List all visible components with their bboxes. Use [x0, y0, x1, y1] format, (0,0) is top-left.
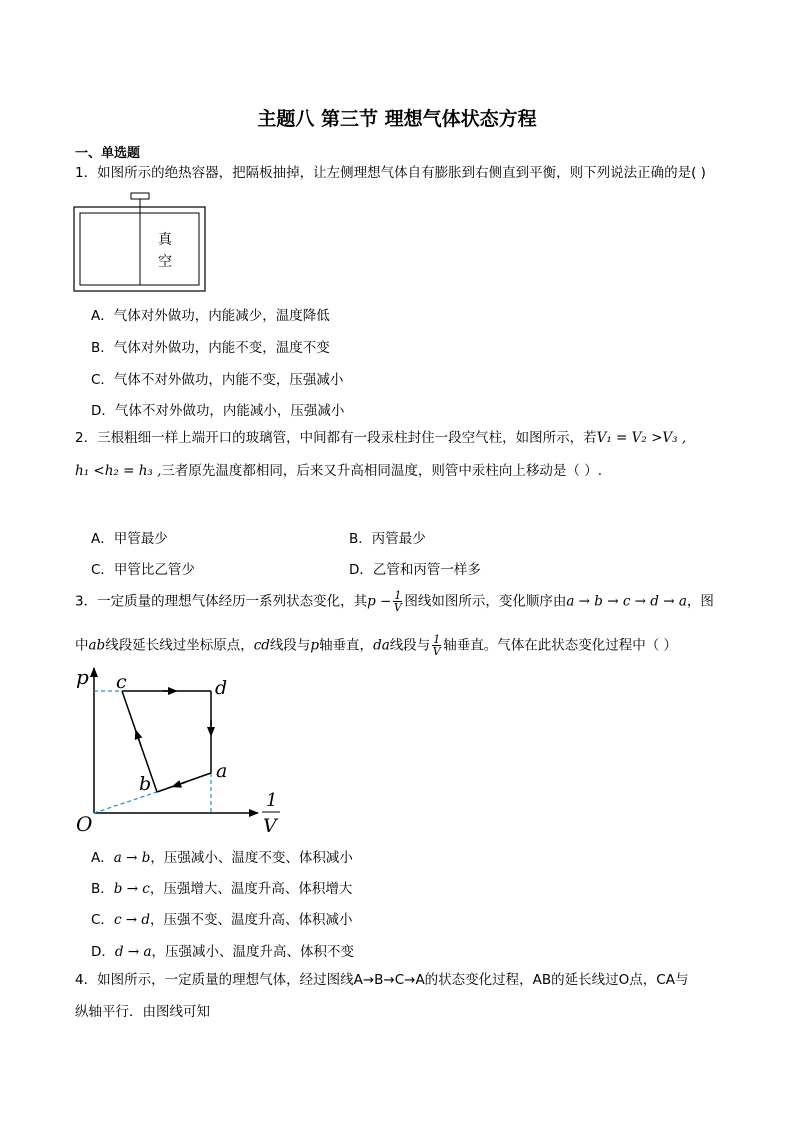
q3-option-a-text: ，压强减小、温度不变、体积减小 [150, 850, 353, 866]
dashed-ab-extension [94, 792, 157, 813]
q2-option-c[interactable]: C．甲管比乙管少 [91, 562, 195, 578]
question-1-text: 1．如图所示的绝热容器，把隔板抽掉，让左侧理想气体自有膨胀到右侧直到平衡，则下列说法正确的是( ) [75, 165, 706, 181]
q3-line2-c: 线段与 [269, 637, 311, 654]
q3-inverse-v-fraction [393, 590, 402, 613]
q1-option-d[interactable]: D．气体不对外做功，内能减小，压强减小 [91, 403, 345, 419]
q3-line2-a: 中 [75, 637, 89, 654]
partition-handle [131, 193, 149, 199]
question-3-line-1 [75, 590, 714, 613]
q3-frac-den: V [393, 601, 402, 614]
q1-option-a[interactable]: A．气体对外做功，内能减少，温度降低 [91, 308, 330, 324]
q2-option-a[interactable]: A．甲管最少 [91, 531, 168, 547]
arrow-ab [176, 782, 186, 786]
point-d-label: d [215, 677, 228, 699]
q3-option-d-text: ，压强减小、温度升高、体积不变 [151, 944, 354, 960]
q3-frac-num: 1 [394, 589, 402, 602]
arrow-bc [137, 734, 141, 746]
q2-option-b[interactable]: B．丙管最少 [349, 531, 426, 547]
q3-option-b-math: b → c [113, 881, 150, 897]
q3-option-d-math: d → a [114, 944, 152, 960]
q2-line1-text: 2．三根粗细一样上端开口的玻璃管，中间都有一段汞柱封住一段空气柱，如图所示，若 [75, 430, 597, 446]
q3-option-a[interactable] [91, 846, 353, 866]
question-2-line-2 [75, 461, 602, 481]
question-4-line-1: 4．如图所示，一定质量的理想气体，经过图线A→B→C→A的状态变化过程，AB的延长线过O点，CA与 [75, 972, 689, 988]
q3-option-b[interactable] [91, 877, 352, 897]
q3-da: da [373, 637, 390, 654]
q3-frac2-num: 1 [433, 633, 441, 646]
q3-option-c[interactable] [91, 908, 353, 928]
q3-line1-a: 3．一定质量的理想气体经历一系列状态变化，其 [75, 593, 368, 610]
q3-p-inverse-v-graph [68, 660, 298, 840]
q1-option-c[interactable]: C．气体不对外做功，内能不变，压强减小 [91, 372, 344, 388]
vacuum-label-1: 真 [158, 232, 172, 248]
q3-option-c-math: c → d [113, 912, 151, 928]
q3-inverse-v-fraction-2 [432, 634, 441, 657]
q2-volume-relation: V₁ = V₂ >V₃ , [596, 430, 687, 446]
q1-container-figure [70, 190, 210, 295]
q3-option-a-letter: A． [91, 850, 114, 866]
question-4-line-2: 纵轴平行．由图线可知 [75, 1004, 210, 1020]
q3-line2-d: 轴垂直， [319, 637, 374, 654]
q3-line1-b: 图线如图所示，变化顺序由 [404, 593, 567, 610]
question-2-line-1 [75, 428, 686, 448]
q3-option-d[interactable] [91, 940, 354, 960]
q3-line2-f: 轴垂直。气体在此状态变化过程中（ ） [443, 637, 678, 654]
q3-p: p − [367, 593, 392, 610]
q3-option-d-letter: D． [91, 944, 115, 960]
vacuum-label-2: 空 [158, 254, 172, 270]
q3-option-b-text: ，压强增大、温度升高、体积增大 [149, 881, 353, 897]
origin-label: O [76, 812, 93, 836]
q3-cd: cd [253, 637, 270, 654]
q3-line2-b: 线段延长线过坐标原点， [105, 637, 254, 654]
q3-p-axis: p [310, 637, 320, 654]
q2-height-relation: h₁ <h₂ = h₃ , [75, 463, 162, 479]
q3-frac2-den: V [432, 645, 441, 658]
q3-line2-e: 线段与 [389, 637, 431, 654]
page-title: 主题八 第三节 理想气体状态方程 [257, 108, 537, 130]
q3-option-b-letter: B． [91, 881, 114, 897]
q3-option-a-math: a → b [113, 850, 151, 866]
q3-line1-c: ，图 [686, 593, 714, 610]
point-a-label: a [216, 760, 228, 782]
q3-option-c-text: ，压强不变、温度升高、体积减小 [150, 912, 353, 928]
y-axis-label: p [76, 665, 89, 689]
q3-sequence: a → b → c → d → a [566, 593, 687, 610]
x-axis-label-num: 1 [266, 790, 278, 811]
point-b-label: b [139, 773, 152, 795]
q1-option-b[interactable]: B．气体对外做功，内能不变，温度不变 [91, 340, 330, 356]
q3-option-c-letter: C． [91, 912, 114, 928]
question-3-line-2 [75, 634, 677, 657]
section-heading: 一、单选题 [75, 146, 141, 161]
q2-line2-text: 三者原先温度都相同，后来又升高相同温度，则管中汞柱向上移动是（ ）. [161, 463, 602, 479]
point-c-label: c [116, 671, 127, 693]
q3-ab: ab [88, 637, 106, 654]
q2-option-d[interactable]: D．乙管和丙管一样多 [349, 562, 481, 578]
x-axis-label-den: V [263, 815, 277, 837]
